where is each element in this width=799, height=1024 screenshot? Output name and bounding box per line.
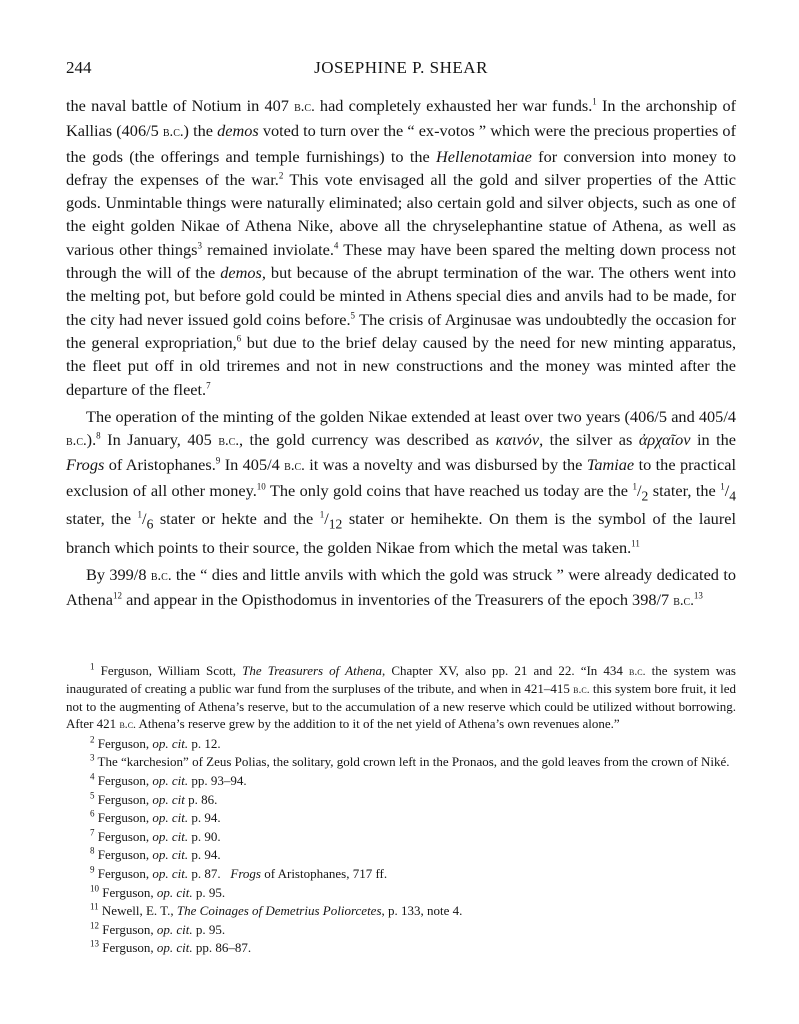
page-number: 244 xyxy=(66,58,92,77)
footnote-8: $^8$ Ferguson, op. cit. p. 94. xyxy=(90,846,221,863)
footnote-11: $^{11}$ Newell, E. T., The Coinages of Demetrius Poliorcetes, p. 133, note 4. xyxy=(90,901,463,919)
footnotes-section xyxy=(66,662,736,958)
page-header xyxy=(66,58,736,82)
footnote-1: $^1$ Ferguson, William Scott, The Treasurers of Athena, Chapter XV, also pp. 21 and 22. “In 434 b.c. the system was inaugurated of creating a public war fund from the surpluses of the tribute, and when in 421–415 b.c. this system bore fruit, it led not to the augmenting of Athena’s reserve, but to the accumulation of a new reserve which could be utilized without borrowing. After 421 b.c. Athena’s reserve grew by the addition to it of the net yield of Athena’s own revenues alone.” xyxy=(66,661,736,732)
footnote-9: $^9$ Ferguson, op. cit. p. 87. Frogs of Aristophanes, 717 ff. xyxy=(90,864,388,882)
footnote-5: $^5$ Ferguson, op. cit p. 86. xyxy=(90,790,218,807)
footnote-7: $^7$ Ferguson, op. cit. p. 90. xyxy=(90,827,221,844)
paragraph-minting: The operation of the minting of the golden Nikae extended at least over two years (406/5 and 405/4 b.c.).$^8$ In January, 405 b.c., the gold currency was described as καινόν, the silver as ἀρχαῖον in the Frogs of Aristophanes.$^9$ In 405/4 b.c. it was a novelty and was disbursed by the Tamiae to the practical exclusion of all other money.$^{10}$ The only gold coins that have reached us today are the $^1/_2$ stater, the $^1/_4$ stater, the $^1/_6$ stater or hekte and the $^1/_{12}$ stater or hemihekte. On them is the symbol of the laurel branch which points to their source, the golden Nikae from which the metal was taken.$^{11}$ xyxy=(66,406,737,557)
footnote-10: $^{10}$ Ferguson, op. cit. p. 95. xyxy=(90,883,226,900)
footnote-12: $^{12}$ Ferguson, op. cit. p. 95. xyxy=(90,920,226,937)
footnote-2: $^2$ Ferguson, op. cit. p. 12. xyxy=(90,734,221,751)
footnote-4: $^4$ Ferguson, op. cit. pp. 93–94. xyxy=(90,771,247,789)
footnote-13: $^{13}$ Ferguson, op. cit. pp. 86–87. xyxy=(90,939,252,956)
footnote-3: $^3$ The “karchesion” of Zeus Polias, the solitary, gold crown left in the Pronaos, and the gold leaves from the crown of Niké. xyxy=(90,753,730,770)
running-head-author: JOSEPHINE P. SHEAR xyxy=(314,58,488,77)
main-text xyxy=(66,94,736,614)
paragraph-dies: By 399/8 b.c. the “ dies and little anvils with which the gold was struck ” were already dedicated to Athena$^{12}$ and appear in the Opisthodomus in inventories of the Treasurers of the epoch 398/7 b.c.$^{13}$ xyxy=(66,565,736,610)
footnote-6: $^6$ Ferguson, op. cit. p. 94. xyxy=(90,808,221,826)
paragraph-continued: the naval battle of Notium in 407 b.c. had completely exhausted her war funds.$^1$ In the archonship of Kallias (406/5 b.c.) the demos voted to turn over the “ ex-votos ” which were the precious properties of the gods (the offerings and temple furnishings) to the Hellenotamiae for conversion into money to defray the expenses of the war.$^2$ This vote envisaged all the gold and silver properties of the Attic gods. Unmintable things were naturally eliminated; also certain gold and silver objects, such as one of the eight golden Nikae of Athena Nike, above all the chryselephantine statue of Athena, as well as various other things$^3$ remained inviolate.$^4$ These may have been spared the melting down process not through the will of the demos, but because of the abrupt termination of the war. The others went into the melting pot, but before gold could be minted in Athens special dies and anvils had to be made, for the city had never issued gold coins before.$^5$ The crisis of Arginusae was undoubtedly the occasion for the general expropriation,$^6$ but due to the brief delay caused by the need for new minting apparatus, the fleet put off in old triremes and not in new constructions and the money was minted after the departure of the fleet.$^7$ xyxy=(66,96,737,399)
